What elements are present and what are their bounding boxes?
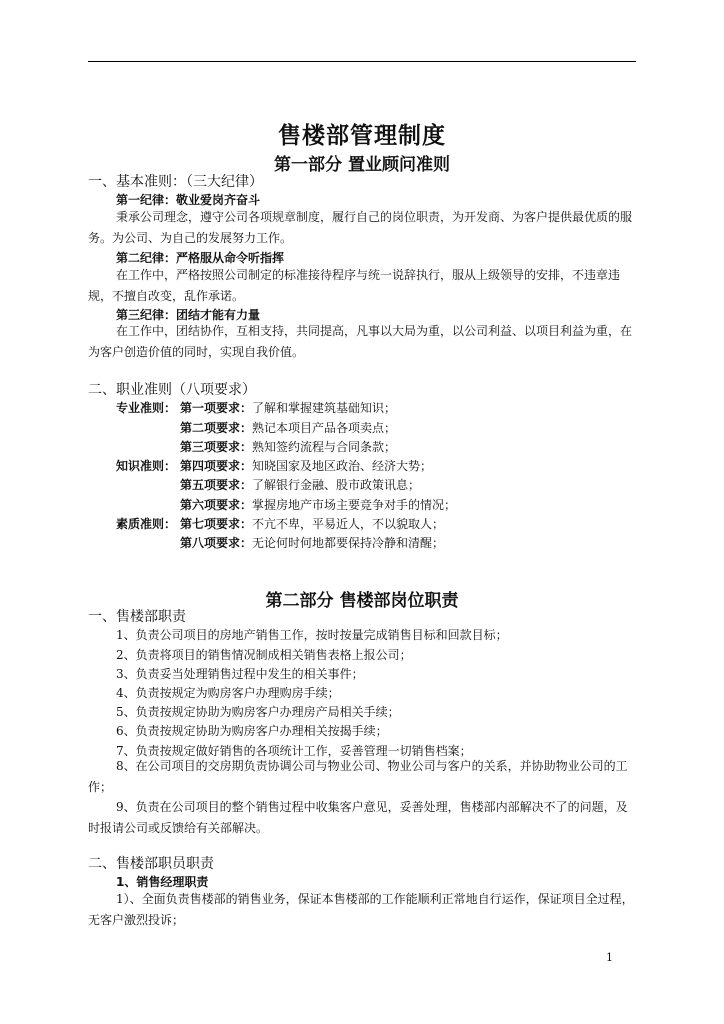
sales-manager-duty-1: 1）、全面负责售楼部的销售业务，保证本售楼部的工作能顺利正常地自行运作，保证项目全过程，无客户激烈投诉； xyxy=(88,892,634,927)
discipline-3-text: 在工作中，团结协作，互相支持，共同提高，凡事以大局为重，以公司利益、以项目利益为重，在为客户创造价值的同时，实现自我价值。 xyxy=(88,324,633,359)
rule-row: 第三项要求：熟知签约流程与合同条款； xyxy=(180,440,397,454)
duty-item: 7、负责按规定做好销售的各项统计工作，妥善管理一切销售档案； xyxy=(116,744,472,758)
discipline-1-title: 第一纪律：敬业爱岗齐奋斗 xyxy=(116,193,261,207)
discipline-1-text: 秉承公司理念，遵守公司各项规章制度，履行自己的岗位职责，为开发商、为客户提供最优质的服务。为公司、为自己的发展努力工作。 xyxy=(88,210,633,245)
rule-row: 第四项要求：知晓国家及地区政治、经济大势； xyxy=(180,459,433,473)
duty-item: 1、负责公司项目的房地产销售工作，按时按量完成销售目标和回款目标； xyxy=(116,628,508,642)
duty-item: 4、负责按规定为购房客户办理购房手续； xyxy=(116,686,340,700)
discipline-2-text: 在工作中，严格按照公司制定的标准接待程序与统一说辞执行，服从上级领导的安排，不违章违规，不擅自改变，乱作承诺。 xyxy=(88,268,621,303)
part2-heading: 第二部分 售楼部岗位职责 xyxy=(265,591,459,611)
section-professional-rules-heading: 二、职业准则（八项要求） xyxy=(88,382,256,398)
duty-item: 3、负责妥当处理销售过程中发生的相关事件； xyxy=(116,667,364,681)
rule-row: 第七项要求：不亢不卑，平易近人，不以貌取人； xyxy=(180,517,445,531)
discipline-2-title: 第二纪律：严格服从命令听指挥 xyxy=(116,251,285,265)
header-rule xyxy=(88,61,636,62)
rule-row: 第二项要求：熟记本项目产品各项卖点； xyxy=(180,421,397,435)
part1-heading: 第一部分 置业顾问准则 xyxy=(274,155,450,175)
rule-row: 第六项要求：掌握房地产市场主要竞争对手的情况； xyxy=(180,498,457,512)
rule-row: 素质准则： xyxy=(116,517,177,531)
rule-row: 第五项要求：了解银行金融、股市政策讯息； xyxy=(180,478,421,492)
section-basic-rules-heading: 一、基本准则：（三大纪律） xyxy=(88,174,263,190)
duty-item: 9、负责在公司项目的整个销售过程中收集客户意见，妥善处理，售楼部内部解决不了的问题，及时报请公司或反馈给有关部解决。 xyxy=(88,800,628,835)
section-sales-dept-duties-heading: 一、售楼部职责 xyxy=(88,609,186,625)
duty-item: 8、在公司项目的交房期负责协调公司与物业公司、物业公司与客户的关系，并协助物业公司的工作； xyxy=(88,759,628,794)
rule-row: 第一项要求：了解和掌握建筑基础知识； xyxy=(180,401,397,415)
document-title: 售楼部管理制度 xyxy=(278,123,446,149)
rule-row: 第八项要求：无论何时何地都要保持冷静和清醒； xyxy=(180,536,445,550)
page-number: 1 xyxy=(606,951,613,964)
duty-item: 6、负责按规定协助为购房客户办理相关按揭手续； xyxy=(116,724,388,738)
rule-row: 知识准则： xyxy=(116,459,177,473)
rule-row: 专业准则： xyxy=(116,401,177,415)
section-staff-duties-heading: 二、售楼部职员职责 xyxy=(88,856,214,872)
sales-manager-duties-title: 1、销售经理职责 xyxy=(116,875,209,889)
discipline-3-title: 第三纪律：团结才能有力量 xyxy=(116,308,261,322)
duty-item: 5、负责按规定协助为购房客户办理房产局相关手续； xyxy=(116,705,400,719)
duty-item: 2、负责将项目的销售情况制成相关销售表格上报公司； xyxy=(116,648,412,662)
